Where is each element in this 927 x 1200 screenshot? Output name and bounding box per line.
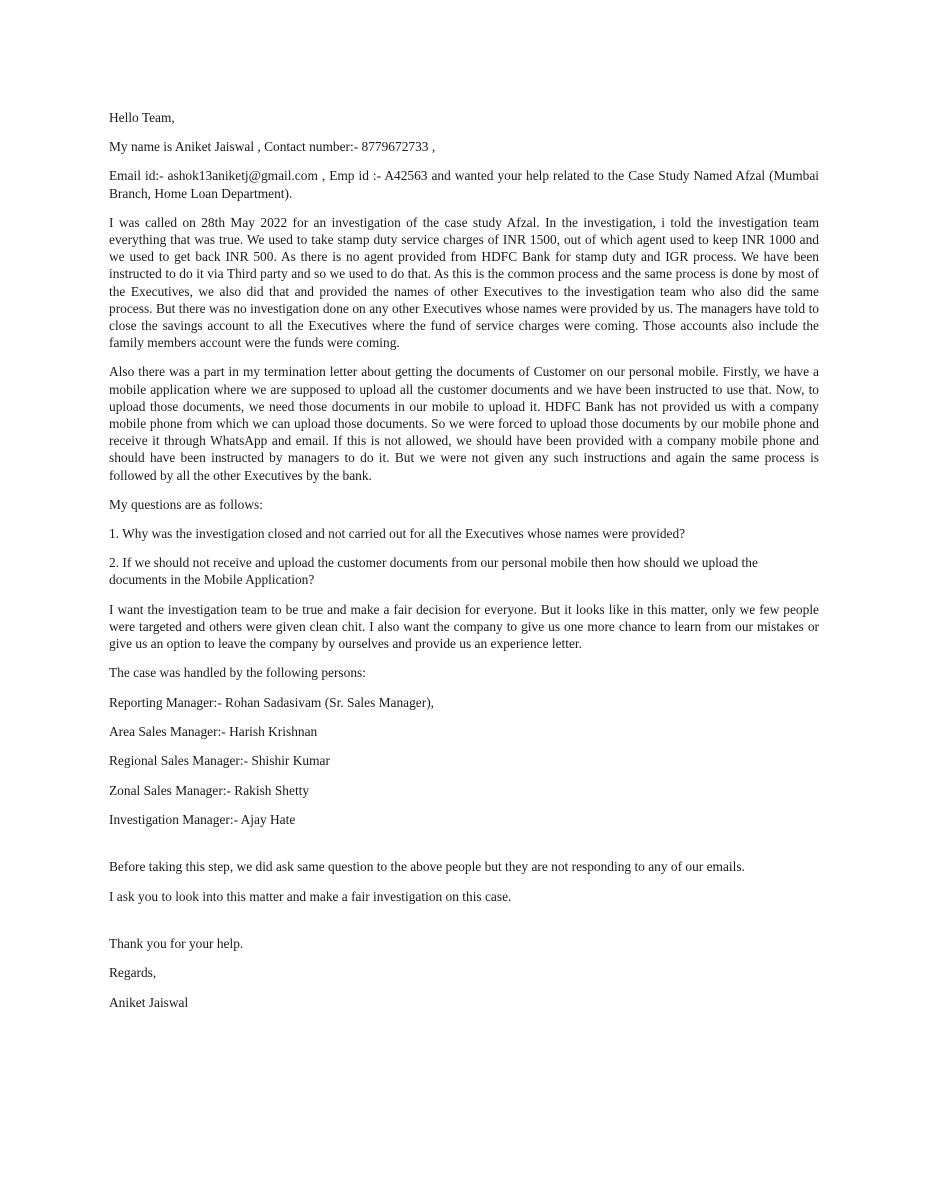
- handler-zonal-sales-manager: Zonal Sales Manager:- Rakish Shetty: [109, 782, 310, 798]
- paragraph-request: I want the investigation team to be true and make a fair decision for everyone. But it looks like in this matter, only we few people were targeted and others were given clean chit. I also want the company to give us one more chance to learn from our mistakes or give us an option to leave the company by ourselves and provide us an experience letter.: [109, 601, 819, 652]
- questions-heading: My questions are as follows:: [109, 496, 263, 512]
- handler-area-sales-manager: Area Sales Manager:- Harish Krishnan: [109, 724, 318, 740]
- handler-investigation-manager: Investigation Manager:- Ajay Hate: [109, 812, 296, 828]
- handler-reporting-manager: Reporting Manager:- Rohan Sadasivam (Sr. Sales Manager),: [109, 694, 435, 710]
- paragraph-documents: Also there was a part in my termination letter about getting the documents of Customer on our personal mobile. Firstly, we have a mobile application where we are supposed to upload all the customer documents and we have been instructed to use that. Now, to upload those documents, we need those documents in our mobile to upload it. HDFC Bank has not provided us with a company mobile phone from which we can upload those documents. So we were forced to upload those documents by our mobile phone and receive it through WhatsApp and email. If this is not allowed, we should have been provided with a company mobile phone and should have been instructed by managers to do it. But we were not given any such instructions and again the same process is followed by all the other Executives by the bank.: [109, 364, 819, 483]
- email-line: Email id:- ashok13aniketj@gmail.com , Emp id :- A42563 and wanted your help related to the Case Study Named Afzal (Mumbai Branch, Home Loan Department).: [109, 168, 819, 201]
- regards-line: Regards,: [109, 965, 157, 981]
- paragraph-ask: I ask you to look into this matter and make a fair investigation on this case.: [109, 888, 512, 904]
- signature-name: Aniket Jaiswal: [109, 994, 189, 1010]
- paragraph-investigation: I was called on 28th May 2022 for an investigation of the case study Afzal. In the investigation, i told the investigation team everything that was true. We used to take stamp duty service charges of INR 1500, out of which agent used to keep INR 1000 and we used to get back INR 500. As there is no agent provided from HDFC Bank for stamp duty and IGR process. We have been instructed to do it via Third party and so we used to do that. As this is the common process and the same process is done by most of the Executives, we also did that and provided the names of other Executives to the investigation team who also did the same process. But there was no investigation done on any other Executives whose names were provided by us. The managers have told to close the savings account to all the Executives where the fund of service charges were coming. Those accounts also include the family members account were the funds were coming.: [109, 214, 819, 351]
- question-2: 2. If we should not receive and upload the customer documents from our personal mobile then how should we upload the documents in the Mobile Application?: [109, 555, 758, 588]
- question-1: 1. Why was the investigation closed and not carried out for all the Executives whose names were provided?: [109, 526, 686, 542]
- greeting: Hello Team,: [109, 110, 175, 125]
- intro-line: My name is Aniket Jaiswal , Contact number:- 8779672733 ,: [109, 139, 436, 155]
- handled-by-heading: The case was handled by the following persons:: [109, 665, 366, 681]
- thanks-line: Thank you for your help.: [109, 935, 244, 951]
- letter-body: [109, 109, 819, 1023]
- paragraph-no-response: Before taking this step, we did ask same question to the above people but they are not responding to any of our emails.: [109, 859, 745, 875]
- handler-regional-sales-manager: Regional Sales Manager:- Shishir Kumar: [109, 753, 330, 769]
